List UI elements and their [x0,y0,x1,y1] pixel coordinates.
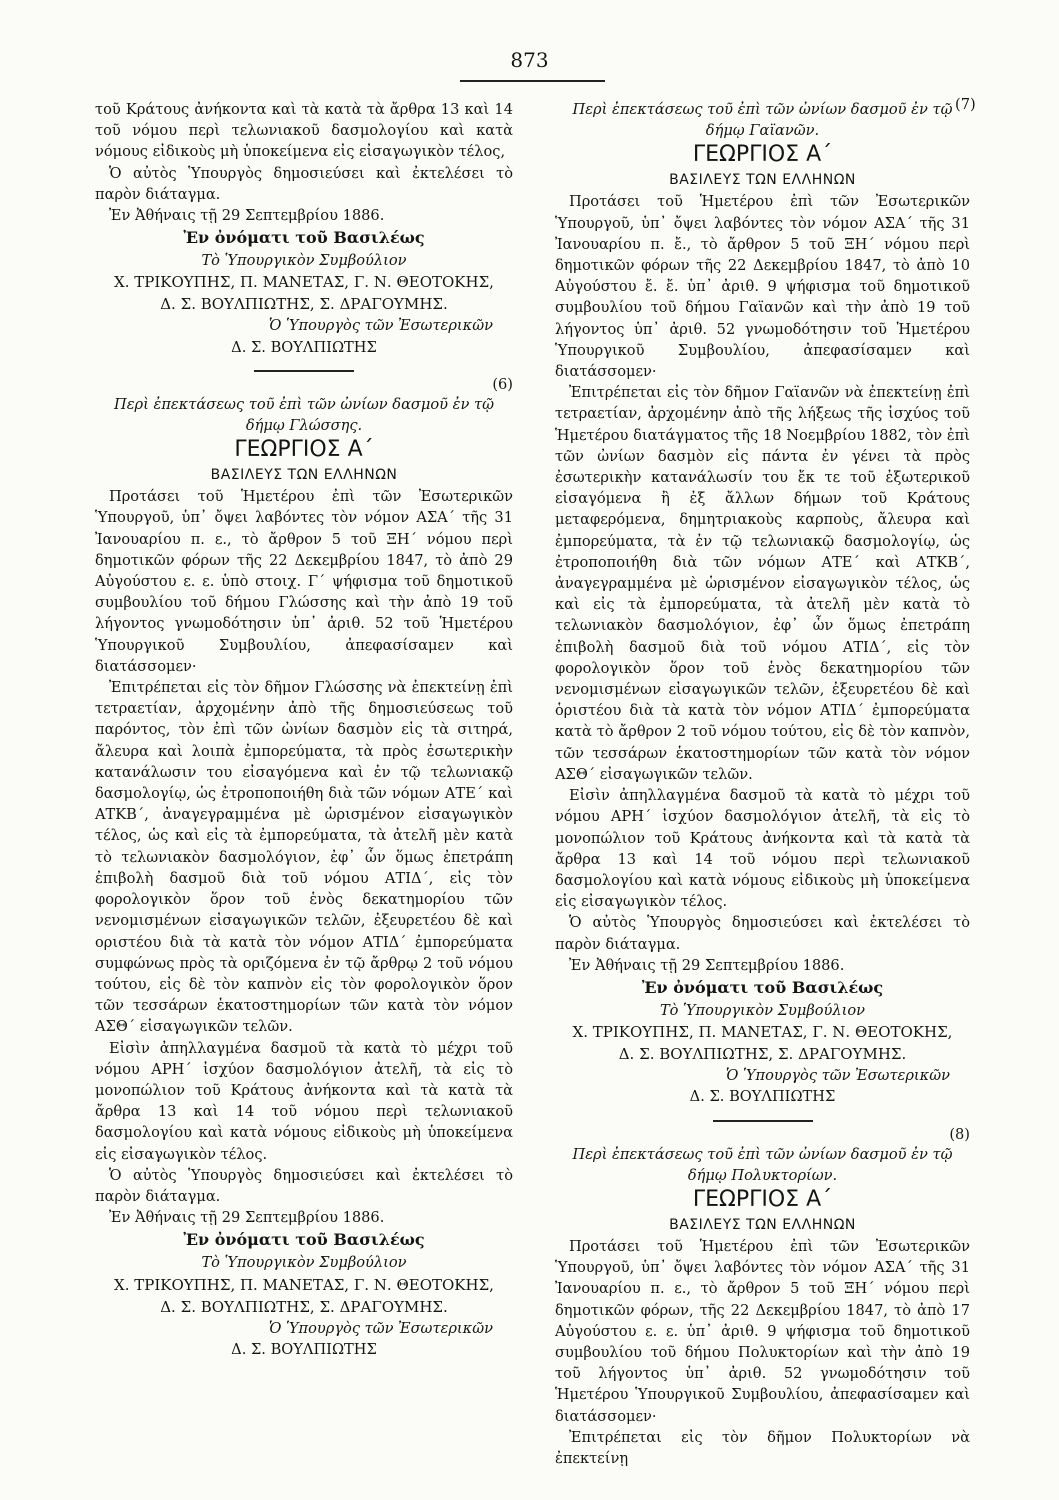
signatories: Δ. Σ. ΒΟΥΛΠΙΩΤΗΣ, Σ. ΔΡΑΓΟΥΜΗΣ. [618,1045,907,1064]
decree-title: Περὶ ἐπεκτάσεως τοῦ ἐπὶ τῶν ὠνίων δασμοῦ ἐν τῷ δήμῳ Γαϊανῶν. [572,101,953,140]
header-rule [460,80,605,82]
king-title: ΓΕΩΡΓΙΟΣ Α΄ [692,1186,833,1212]
paragraph: Ἐπιτρέπεται εἰς τὸν δῆμον Γαϊανῶν νὰ ἐπεκτείνῃ ἐπὶ τετραετίαν, ἀρχομένην ἀπὸ τῆς λήξεως τῆς ἰσχύος τοῦ Ἡμετέρου διατάγματος τῆς 18 Νοεμβρίου 1882, τὸν ἐπὶ τῶν ὠνίων δασμὸν εἰς πάντα ἐν γένει τὰ πρὸς ἐσωτερικὴν κατανάλωσίν του ἔκ τε τοῦ ἐξωτερικοῦ εἰσαγόμενα ἢ ἐξ ἄλλων δήμων τοῦ Κράτους μεταφερόμενα, δημητριακοὺς καρποὺς, ἄλευρα καὶ ἐμπορεύματα, τὰ ἐν τῷ τελωνιακῷ δασμολογίῳ, ὡς ἐτροποποιήθη διὰ τῶν νόμων ΑΤΕ΄ καὶ ΑΤΚΒ΄, ἀναγεγραμμένα μὲ ὡρισμένον εἰσαγωγικὸν τέλος, ὡς καὶ εἰς τὰ ἐμπορεύματα, τὰ ἀτελῆ μὲν κατὰ τὸ τελωνιακὸν δασμολόγιον, ἐφ᾽ ὧν ὅμως ἐπετράπη ἐπιβολὴ δασμοῦ διὰ τοῦ νόμου ΑΤΙΔ΄, εἰς τὸν φορολογικὸν ὅρον τοῦ ἑνὸς δεκατημορίου τῶν νενομισμένων εἰσαγωγικῶν τελῶν, ἐξευρετέου δὲ καὶ ὁριστέου διὰ τὰ κατὰ τὸν νόμον ΑΤΙΔ΄ ἐμπορεύματα κατὰ τὸ ἄρθρον 2 τοῦ νόμου τούτου, εἰς δὲ τὸν καπνὸν, τῶν τεσσάρων ἑκατοστημορίων τῶν κατὰ τὸν νόμον ΑΣΘ΄ εἰσαγωγικῶν τελῶν. [555,384,970,783]
date-line: Ἐν Ἀθήναις τῇ 29 Σεπτεμβρίου 1886. [569,956,845,974]
minister-name: Δ. Σ. ΒΟΥΛΠΙΩΤΗΣ [231,338,377,356]
section-divider [254,370,354,372]
signatories: Χ. ΤΡΙΚΟΥΠΗΣ, Π. ΜΑΝΕΤΑΣ, Γ. Ν. ΘΕΟΤΟΚΗΣ, [114,273,494,292]
king-title: ΓΕΩΡΓΙΟΣ Α΄ [234,437,374,463]
decree-number: (7) [955,96,976,113]
minister-title: Ὁ Ὑπουργὸς τῶν Ἐσωτερικῶν [725,1067,950,1085]
paragraph: Εἰσὶν ἀπηλλαγμένα δασμοῦ τὰ κατὰ τὸ μέχρι τοῦ νόμου ΑΡΗ΄ ἰσχύον δασμολόγιον ἀτελῆ, τὰ εἰς τὸ μονοπώλιον τοῦ Κράτους ἀνήκοντα καὶ τὰ κατὰ τὰ ἄρθρα 13 καὶ 14 τοῦ νόμου περὶ τελωνιακοῦ δασμολογίου καὶ κατὰ νόμους εἰδικοὺς μὴ ὑποκείμενα εἰς εἰσαγωγικὸν τέλος. [555,787,970,911]
minister-title: Ὁ Ὑπουργὸς τῶν Ἐσωτερικῶν [268,1319,493,1337]
date-line: Ἐν Ἀθήναις τῇ 29 Σεπτεμβρίου 1886. [109,207,385,225]
paragraph: τοῦ Κράτους ἀνήκοντα καὶ τὰ κατὰ τὰ ἄρθρα 13 καὶ 14 τοῦ νόμου περὶ τελωνιακοῦ δασμολογίου καὶ κατὰ νόμους εἰδικοὺς μὴ ὑποκείμενα εἰς εἰσαγωγικὸν τέλος, [95,101,513,161]
paragraph: Εἰσὶν ἀπηλλαγμένα δασμοῦ τὰ κατὰ τὸ μέχρι τοῦ νόμου ΑΡΗ΄ ἰσχύον δασμολόγιον ἀτελῆ, τὰ εἰς τὸ μονοπώλιον τοῦ Κράτους ἀνήκοντα καὶ τὰ κατὰ τὰ ἄρθρα 13 καὶ 14 τοῦ νόμου περὶ τελωνιακοῦ δασμολογίου καὶ κατὰ νόμους εἰδικοὺς μὴ ὑποκείμενα εἰς εἰσαγωγικὸν τέλος. [95,1039,513,1163]
signatories: Χ. ΤΡΙΚΟΥΠΗΣ, Π. ΜΑΝΕΤΑΣ, Γ. Ν. ΘΕΟΤΟΚΗΣ, [114,1275,494,1294]
king-name-heading: Ἐν ὀνόματι τοῦ Βασιλέως [183,228,425,248]
date-line: Ἐν Ἀθήναις τῇ 29 Σεπτεμβρίου 1886. [109,1209,385,1227]
decree-title: Περὶ ἐπεκτάσεως τοῦ ἐπὶ τῶν ὠνίων δασμοῦ ἐν τῷ δήμῳ Πολυκτορίων. [572,1145,953,1184]
minister-title: Ὁ Ὑπουργὸς τῶν Ἐσωτερικῶν [268,317,493,335]
paragraph: Ὁ αὐτὸς Ὑπουργὸς δημοσιεύσει καὶ ἐκτελέσει τὸ παρὸν διάταγμα. [95,1166,513,1205]
paragraph: Ὁ αὐτὸς Ὑπουργὸς δημοσιεύσει καὶ ἐκτελέσει τὸ παρὸν διάταγμα. [555,914,970,953]
paragraph: Ἐπιτρέπεται εἰς τὸν δῆμον Πολυκτορίων νὰ ἐπεκτείνῃ [555,1428,970,1467]
page-number: 873 [510,48,549,72]
king-subtitle: ΒΑΣΙΛΕΥΣ ΤΩΝ ΕΛΛΗΝΩΝ [669,172,856,189]
king-name-heading: Ἐν ὀνόματι τοῦ Βασιλέως [183,1230,425,1250]
king-name-heading: Ἐν ὀνόματι τοῦ Βασιλέως [641,977,884,997]
signatories: Χ. ΤΡΙΚΟΥΠΗΣ, Π. ΜΑΝΕΤΑΣ, Γ. Ν. ΘΕΟΤΟΚΗΣ, [572,1023,953,1042]
decree-number: (8) [949,1125,970,1143]
decree-number: (6) [492,375,513,393]
king-subtitle: ΒΑΣΙΛΕΥΣ ΤΩΝ ΕΛΛΗΝΩΝ [210,467,398,484]
left-column [95,99,513,1360]
paragraph: Ὁ αὐτὸς Ὑπουργὸς δημοσιεύσει καὶ ἐκτελέσει τὸ παρὸν διάταγμα. [95,164,513,203]
signatories: Δ. Σ. ΒΟΥΛΠΙΩΤΗΣ, Σ. ΔΡΑΓΟΥΜΗΣ. [160,1297,448,1316]
decree-title: Περὶ ἐπεκτάσεως τοῦ ἐπὶ τῶν ὠνίων δασμοῦ ἐν τῷ δήμῳ Γλώσσης. [113,395,494,435]
council-label: Τὸ Ὑπουργικὸν Συμβούλιον [201,1254,407,1272]
section-divider [713,1120,813,1122]
paragraph: Ἐπιτρέπεται εἰς τὸν δῆμον Γλώσσης νὰ ἐπεκτείνῃ ἐπὶ τετραετίαν, ἀρχομένην ἀπὸ τῆς δημοσιεύσεως τοῦ παρόντος, τὸν ἐπὶ τῶν ὠνίων δασμὸν εἰς τὰ σιτηρά, ἄλευρα καὶ λοιπὰ ἐμπορεύματα, τὰ πρὸς ἐσωτερικὴν κατανάλωσιν του εἰσαγόμενα καὶ ἐν τῷ τελωνιακῷ δασμολογίῳ, ὡς ἐτροποποιήθη διὰ τῶν νόμων ΑΤΕ΄ καὶ ΑΤΚΒ΄, ἀναγεγραμμένα μὲ ὡρισμένον εἰσαγωγικὸν τέλος, ὡς καὶ εἰς τὰ ἐμπορεύματα, τὰ ἀτελῆ μὲν κατὰ τὸ τελωνιακὸν δασμολόγιον, ἐφ᾽ ὧν ὅμως ἐπετράπη ἐπιβολὴ δασμοῦ διὰ τοῦ νόμου ΑΤΙΔ΄, εἰς τὸν φορολογικὸν ὅρον τοῦ ἑνὸς δεκατημορίου τῶν νενομισμένων εἰσαγωγικῶν τελῶν, ἐξευρετέου δὲ καὶ οριστέου διὰ τὰ κατὰ τὸν νόμον ΑΤΙΔ΄ ἐμπορεύματα συμφώνως πρὸς τὰ οριζόμενα ἐν τῷ ἄρθρῳ 2 τοῦ νόμου τούτου, εἰς δὲ τὸν καπνὸν εἰς τὸν φορολογικὸν ὅρον τῶν τεσσάρων ἑκατοστημορίων τῶν κατὰ τὸν νόμον ΑΣΘ΄ εἰσαγωγικῶν τελῶν. [95,679,513,1036]
signatories: Δ. Σ. ΒΟΥΛΠΙΩΤΗΣ, Σ. ΔΡΑΓΟΥΜΗΣ. [160,295,448,314]
king-subtitle: ΒΑΣΙΛΕΥΣ ΤΩΝ ΕΛΛΗΝΩΝ [669,1216,856,1233]
right-column [555,99,970,1469]
council-label: Τὸ Ὑπουργικὸν Συμβούλιον [201,252,407,270]
king-title: ΓΕΩΡΓΙΟΣ Α΄ [692,142,833,168]
paragraph: Προτάσει τοῦ Ἡμετέρου ἐπὶ τῶν Ἐσωτερικῶν Ὑπουργοῦ, ὑπ᾽ ὄψει λαβόντες τὸν νόμον ΑΣΑ΄ τῆς 31 Ἰανουαρίου π. ε., τὸ ἄρθρον 5 τοῦ ΞΗ΄ νόμου περὶ δημοτικῶν φόρων, τῆς 22 Δεκεμβρίου 1847, τὸ ἀπὸ 17 Αὐγούστου ε. ε. ὑπ᾽ ἀριθ. 9 ψήφισμα τοῦ δημοτικοῦ συμβουλίου τοῦ δήμου Πολυκτορίων καὶ τὴν ἀπὸ 19 τοῦ λήγοντος ὑπ᾽ ἀριθ. 52 γνωμοδότησιν τοῦ Ἡμετέρου Ὑπουργικοῦ Συμβουλίου, ἀπεφασίσαμεν καὶ διατάσσομεν· [555,1237,970,1425]
council-label: Τὸ Ὑπουργικὸν Συμβούλιον [659,1001,866,1019]
paragraph: Προτάσει τοῦ Ἡμετέρου ἐπὶ τῶν Ἐσωτερικῶν Ὑπουργοῦ, ὑπ᾽ ὄψει λαβόντες τὸν νόμον ΑΣΑ΄ τῆς 31 Ἰανουαρίου π. ἔ., τὸ ἄρθρον 5 τοῦ ΞΗ΄ νόμου περὶ δημοτικῶν φόρων τῆς 22 Δεκεμβρίου 1847, τὸ ἀπὸ 10 Αὐγούστου ἔ. ἔ. ὑπ᾽ ἀριθ. 9 ψήφισμα τοῦ δημοτικοῦ συμβουλίου τοῦ δήμου Γαϊανῶν καὶ τὴν ἀπὸ 19 τοῦ λήγοντος ὑπ᾽ ἀριθ. 52 γνωμοδότησιν τοῦ Ἡμετέρου Ὑπουργικοῦ Συμβουλίου, ἀπεφασίσαμεν καὶ διατάσσομεν· [555,193,970,381]
minister-name: Δ. Σ. ΒΟΥΛΠΙΩΤΗΣ [231,1340,377,1358]
minister-name: Δ. Σ. ΒΟΥΛΠΙΩΤΗΣ [689,1088,836,1106]
paragraph: Προτάσει τοῦ Ἡμετέρου ἐπὶ τῶν Ἐσωτερικῶν Ὑπουργοῦ, ὑπ᾽ ὄψει λαβόντες τὸν νόμον ΑΣΑ΄ τῆς 31 Ἰανουαρίου π. ε., τὸ ἄρθρον 5 τοῦ ΞΗ΄ νόμου περὶ δημοτικῶν φόρων τῆς 22 Δεκεμβρίου 1847, τὸ ἀπὸ 29 Αὐγούστου ε. ε. ὑπὸ στοιχ. Γ΄ ψήφισμα τοῦ δημοτικοῦ συμβουλίου τοῦ δήμου Γλώσσης καὶ τὴν ἀπὸ 19 τοῦ λήγοντος γνωμοδότησιν ὑπ᾽ ἀριθ. 52 τοῦ Ἡμετέρου Ὑπουργικοῦ Συμβουλίου, ἀπεφασίσαμεν καὶ διατάσσομεν· [95,488,513,675]
